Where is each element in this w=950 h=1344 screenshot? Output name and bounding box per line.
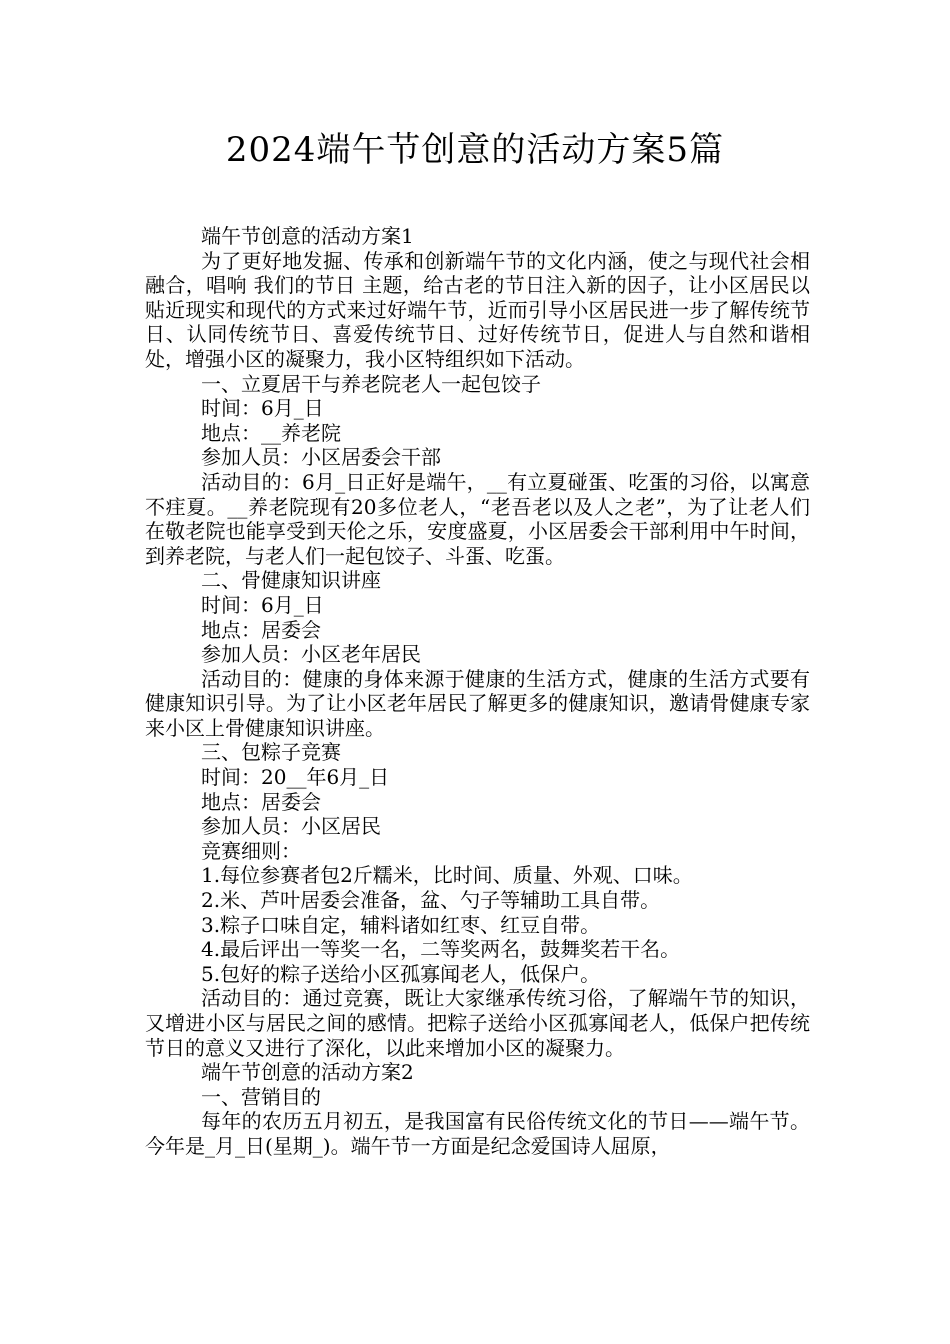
- paragraph: 竞赛细则：: [201, 838, 301, 863]
- paragraph: 时间：20__年6月_日: [201, 765, 390, 790]
- paragraph: 5.包好的粽子送给小区孤寡闻老人，低保户。: [201, 961, 601, 986]
- paragraph: 时间：6月_日: [201, 396, 324, 421]
- paragraph: 3.粽子口味自定，辅料诸如红枣、红豆自带。: [201, 912, 601, 937]
- paragraph: 活动目的：健康的身体来源于健康的生活方式，健康的生活方式要有健康知识引导。为了让小区老年居民了解更多的健康知识，邀请骨健康专家来小区上骨健康知识讲座。: [145, 666, 810, 740]
- paragraph: 地点：居委会: [201, 617, 321, 642]
- document-title: 2024端午节创意的活动方案5篇: [225, 130, 725, 170]
- paragraph: 时间：6月_日: [201, 592, 324, 617]
- paragraph: 参加人员：小区居民: [201, 814, 381, 839]
- paragraph: 地点：居委会: [201, 789, 321, 814]
- paragraph: 一、立夏居干与养老院老人一起包饺子: [201, 371, 541, 396]
- paragraph: 端午节创意的活动方案2: [201, 1060, 414, 1085]
- document-body: [145, 224, 810, 1159]
- paragraph: 2.米、芦叶居委会准备，盆、勺子等辅助工具自带。: [201, 888, 661, 913]
- paragraph: 为了更好地发掘、传承和创新端午节的文化内涵，使之与现代社会相融合，唱响 我们的节日 主题，给古老的节日注入新的因子，让小区居民以贴近现实和现代的方式来过好端午节，近而引导小区居民进一步了解传统节日、认同传统节日、喜爱传统节日、过好传统节日，促进人与自然和谐相处，增强小区的凝聚力，我小区特组织如下活动。: [145, 248, 810, 371]
- paragraph: 参加人员：小区老年居民: [201, 642, 421, 667]
- paragraph: 4.最后评出一等奖一名，二等奖两名，鼓舞奖若干名。: [201, 937, 681, 962]
- paragraph: 1.每位参赛者包2斤糯米，比时间、质量、外观、口味。: [201, 863, 693, 888]
- paragraph: 地点：__养老院: [201, 420, 341, 445]
- paragraph: 三、包粽子竞赛: [201, 740, 341, 765]
- paragraph: 参加人员：小区居委会干部: [201, 445, 441, 470]
- paragraph: 每年的农历五月初五，是我国富有民俗传统文化的节日——端午节。今年是_月_日(星期_)。端午节一方面是纪念爱国诗人屈原，: [145, 1109, 810, 1158]
- paragraph: 一、营销目的: [201, 1084, 321, 1109]
- paragraph: 活动目的：通过竞赛，既让大家继承传统习俗，了解端午节的知识，又增进小区与居民之间的感情。把粽子送给小区孤寡闻老人，低保户把传统节日的意义又进行了深化，以此来增加小区的凝聚力。: [145, 986, 810, 1060]
- paragraph: 二、骨健康知识讲座: [201, 568, 381, 593]
- paragraph: 端午节创意的活动方案1: [201, 224, 414, 248]
- paragraph: 活动目的：6月_日正好是端午，__有立夏碰蛋、吃蛋的习俗，以寓意不疰夏。__养老院现有20多位老人，“老吾老以及人之老”，为了让老人们在敬老院也能享受到天伦之乐，安度盛夏，小区居委会干部利用中午时间，到养老院，与老人们一起包饺子、斗蛋、吃蛋。: [145, 469, 810, 568]
